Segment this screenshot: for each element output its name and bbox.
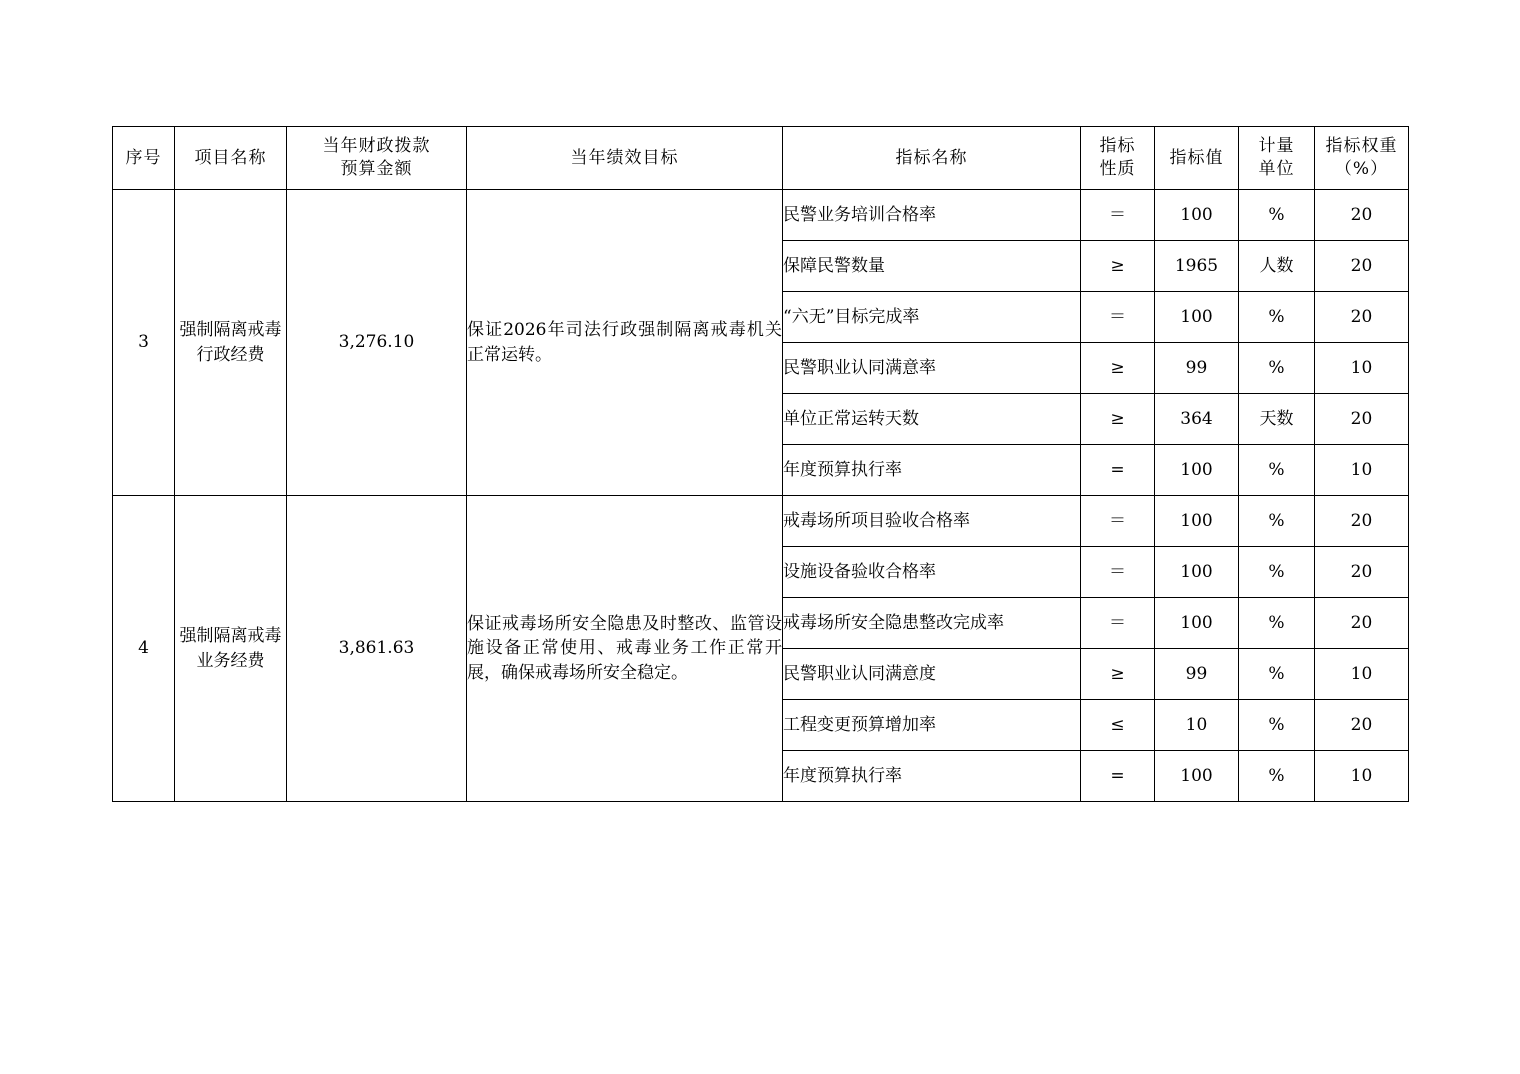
cell-indicator-weight: 20 xyxy=(1315,598,1409,649)
cell-indicator-weight: 20 xyxy=(1315,190,1409,241)
cell-indicator-weight: 10 xyxy=(1315,343,1409,394)
header-indicator-name: 指标名称 xyxy=(783,127,1081,190)
cell-indicator-value: 99 xyxy=(1155,343,1239,394)
table-row xyxy=(113,496,1409,547)
cell-indicator-name: 民警业务培训合格率 xyxy=(783,190,1081,241)
cell-indicator-name: 民警职业认同满意度 xyxy=(783,649,1081,700)
cell-seq: 4 xyxy=(113,496,175,802)
cell-indicator-name: “六无”目标完成率 xyxy=(783,292,1081,343)
header-amount-line2: 预算金额 xyxy=(340,159,413,179)
cell-indicator-name: 戒毒场所项目验收合格率 xyxy=(783,496,1081,547)
header-nature-line2: 性质 xyxy=(1099,159,1136,179)
cell-indicator-name: 设施设备验收合格率 xyxy=(783,547,1081,598)
header-project-name: 项目名称 xyxy=(175,127,287,190)
cell-indicator-value: 10 xyxy=(1155,700,1239,751)
cell-indicator-name: 戒毒场所安全隐患整改完成率 xyxy=(783,598,1081,649)
cell-indicator-weight: 20 xyxy=(1315,496,1409,547)
cell-indicator-nature: ＝ xyxy=(1081,190,1155,241)
cell-indicator-nature: = xyxy=(1081,445,1155,496)
cell-indicator-unit: 人数 xyxy=(1239,241,1315,292)
cell-indicator-nature: ＝ xyxy=(1081,598,1155,649)
cell-indicator-value: 100 xyxy=(1155,190,1239,241)
cell-indicator-weight: 20 xyxy=(1315,547,1409,598)
header-amount-line1: 当年财政拨款 xyxy=(322,136,431,157)
cell-indicator-value: 100 xyxy=(1155,496,1239,547)
cell-indicator-weight: 20 xyxy=(1315,241,1409,292)
cell-indicator-name: 单位正常运转天数 xyxy=(783,394,1081,445)
cell-indicator-nature: ≥ xyxy=(1081,649,1155,700)
cell-indicator-name: 民警职业认同满意率 xyxy=(783,343,1081,394)
cell-indicator-unit: % xyxy=(1239,649,1315,700)
cell-amount: 3,276.10 xyxy=(287,190,467,496)
cell-indicator-name: 保障民警数量 xyxy=(783,241,1081,292)
cell-indicator-value: 100 xyxy=(1155,547,1239,598)
cell-indicator-nature: ＝ xyxy=(1081,292,1155,343)
header-weight xyxy=(1315,127,1409,190)
cell-goal: 保证2026年司法行政强制隔离戒毒机关正常运转。 xyxy=(467,190,783,496)
cell-indicator-value: 100 xyxy=(1155,598,1239,649)
cell-indicator-name: 年度预算执行率 xyxy=(783,445,1081,496)
cell-indicator-weight: 20 xyxy=(1315,394,1409,445)
cell-indicator-weight: 10 xyxy=(1315,751,1409,802)
table-row xyxy=(113,190,1409,241)
header-amount xyxy=(287,127,467,190)
table-header-row xyxy=(113,127,1409,190)
cell-indicator-unit: % xyxy=(1239,343,1315,394)
cell-indicator-weight: 10 xyxy=(1315,445,1409,496)
cell-indicator-nature: ≥ xyxy=(1081,394,1155,445)
header-weight-line1: 指标权重 xyxy=(1325,136,1398,157)
cell-indicator-nature: ≥ xyxy=(1081,343,1155,394)
cell-indicator-value: 100 xyxy=(1155,292,1239,343)
cell-indicator-value: 99 xyxy=(1155,649,1239,700)
cell-indicator-unit: % xyxy=(1239,700,1315,751)
cell-indicator-unit: % xyxy=(1239,547,1315,598)
header-unit xyxy=(1239,127,1315,190)
header-nature xyxy=(1081,127,1155,190)
cell-indicator-weight: 20 xyxy=(1315,292,1409,343)
cell-indicator-unit: % xyxy=(1239,190,1315,241)
cell-indicator-unit: % xyxy=(1239,598,1315,649)
cell-project-name: 强制隔离戒毒业务经费 xyxy=(175,496,287,802)
cell-indicator-weight: 10 xyxy=(1315,649,1409,700)
header-unit-line1: 计量 xyxy=(1258,136,1295,157)
cell-indicator-value: 100 xyxy=(1155,445,1239,496)
performance-target-table xyxy=(112,126,1409,802)
header-goal: 当年绩效目标 xyxy=(467,127,783,190)
cell-indicator-unit: % xyxy=(1239,496,1315,547)
cell-project-name: 强制隔离戒毒行政经费 xyxy=(175,190,287,496)
header-unit-line2: 单位 xyxy=(1258,159,1295,179)
cell-indicator-value: 1965 xyxy=(1155,241,1239,292)
cell-amount: 3,861.63 xyxy=(287,496,467,802)
cell-goal: 保证戒毒场所安全隐患及时整改、监管设施设备正常使用、戒毒业务工作正常开展，确保戒毒场所安全稳定。 xyxy=(467,496,783,802)
cell-indicator-unit: % xyxy=(1239,751,1315,802)
cell-indicator-name: 年度预算执行率 xyxy=(783,751,1081,802)
cell-indicator-unit: 天数 xyxy=(1239,394,1315,445)
cell-indicator-unit: % xyxy=(1239,292,1315,343)
cell-indicator-name: 工程变更预算增加率 xyxy=(783,700,1081,751)
cell-indicator-value: 100 xyxy=(1155,751,1239,802)
cell-seq: 3 xyxy=(113,190,175,496)
cell-indicator-value: 364 xyxy=(1155,394,1239,445)
header-seq: 序号 xyxy=(113,127,175,190)
cell-indicator-nature: ≤ xyxy=(1081,700,1155,751)
cell-indicator-nature: ＝ xyxy=(1081,547,1155,598)
cell-indicator-unit: % xyxy=(1239,445,1315,496)
header-weight-line2: （%） xyxy=(1334,159,1389,179)
header-value: 指标值 xyxy=(1155,127,1239,190)
header-nature-line1: 指标 xyxy=(1099,136,1136,157)
cell-indicator-weight: 20 xyxy=(1315,700,1409,751)
cell-indicator-nature: ＝ xyxy=(1081,496,1155,547)
cell-indicator-nature: = xyxy=(1081,751,1155,802)
cell-indicator-nature: ≥ xyxy=(1081,241,1155,292)
